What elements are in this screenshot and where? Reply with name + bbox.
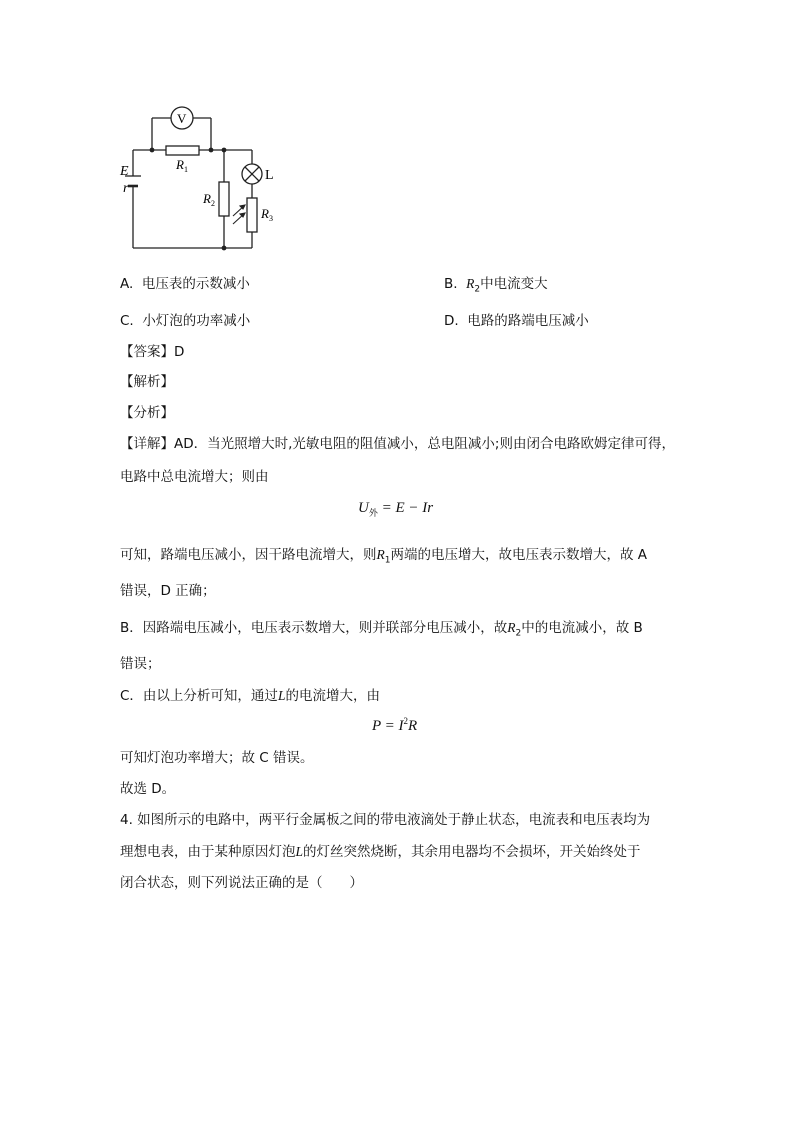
resistor-r1: [166, 146, 199, 155]
detail-line-9: 故选 D。: [120, 781, 176, 797]
r1-label: $R_1$: [176, 157, 188, 174]
option-d: D. 电路的路端电压减小: [444, 313, 589, 329]
question-4-line-3: 闭合状态，则下列说法正确的是（ ）: [120, 875, 363, 891]
detail-line-3: 可知，路端电压减小，因干路电流增大，则$R_1$两端的电压增大，故电压表示数增大，故 A: [120, 547, 648, 566]
answer-line: 【答案】D: [120, 344, 185, 360]
fenxi-heading: 【分析】: [120, 405, 174, 421]
option-c: C. 小灯泡的功率减小: [120, 313, 251, 329]
equation-1: $U_外 = E - Ir$: [358, 500, 434, 519]
resistor-r2: [219, 182, 229, 216]
detail-line-8: 可知灯泡功率增大；故 C 错误。: [120, 750, 314, 766]
equation-2: $P = I^2R$: [372, 716, 418, 734]
resistor-r3: [247, 198, 257, 232]
detail-line-6: 错误；: [120, 656, 161, 672]
option-b: B. $R_2$中电流变大: [444, 276, 548, 295]
detail-line-4: 错误，D 正确；: [120, 583, 216, 599]
detail-line-7: C．由以上分析可知，通过L的电流增大，由: [120, 688, 380, 704]
r3-label: $R_3$: [261, 206, 273, 223]
emf-label: E: [120, 164, 129, 179]
light-arrows-icon: [233, 205, 245, 224]
circuit-diagram: [0, 0, 794, 260]
question-4-line-1: 4. 如图所示的电路中，两平行金属板之间的带电液滴处于静止状态，电流表和电压表均为: [120, 812, 651, 828]
voltmeter-label: V: [177, 111, 187, 126]
detail-line-5: B．因路端电压减小，电压表示数增大，则并联部分电压减小，故$R_2$中的电流减小，故 B: [120, 620, 643, 639]
r2-label: $R_2$: [203, 191, 215, 208]
detail-line-1: 【详解】AD．当光照增大时,光敏电阻的阻值减小，总电阻减小;则由闭合电路欧姆定律可得，: [120, 436, 675, 452]
question-4-line-2: 理想电表，由于某种原因灯泡L的灯丝突然烧断，其余用电器均不会损坏，开关始终处于: [120, 844, 641, 860]
internal-r-label: r: [123, 181, 129, 196]
detail-line-2: 电路中总电流增大；则由: [120, 469, 269, 485]
option-a: A. 电压表的示数减小: [120, 276, 250, 292]
lamp-icon: [242, 164, 262, 184]
lamp-label: L: [265, 168, 274, 183]
jiexi-heading: 【解析】: [120, 374, 174, 390]
